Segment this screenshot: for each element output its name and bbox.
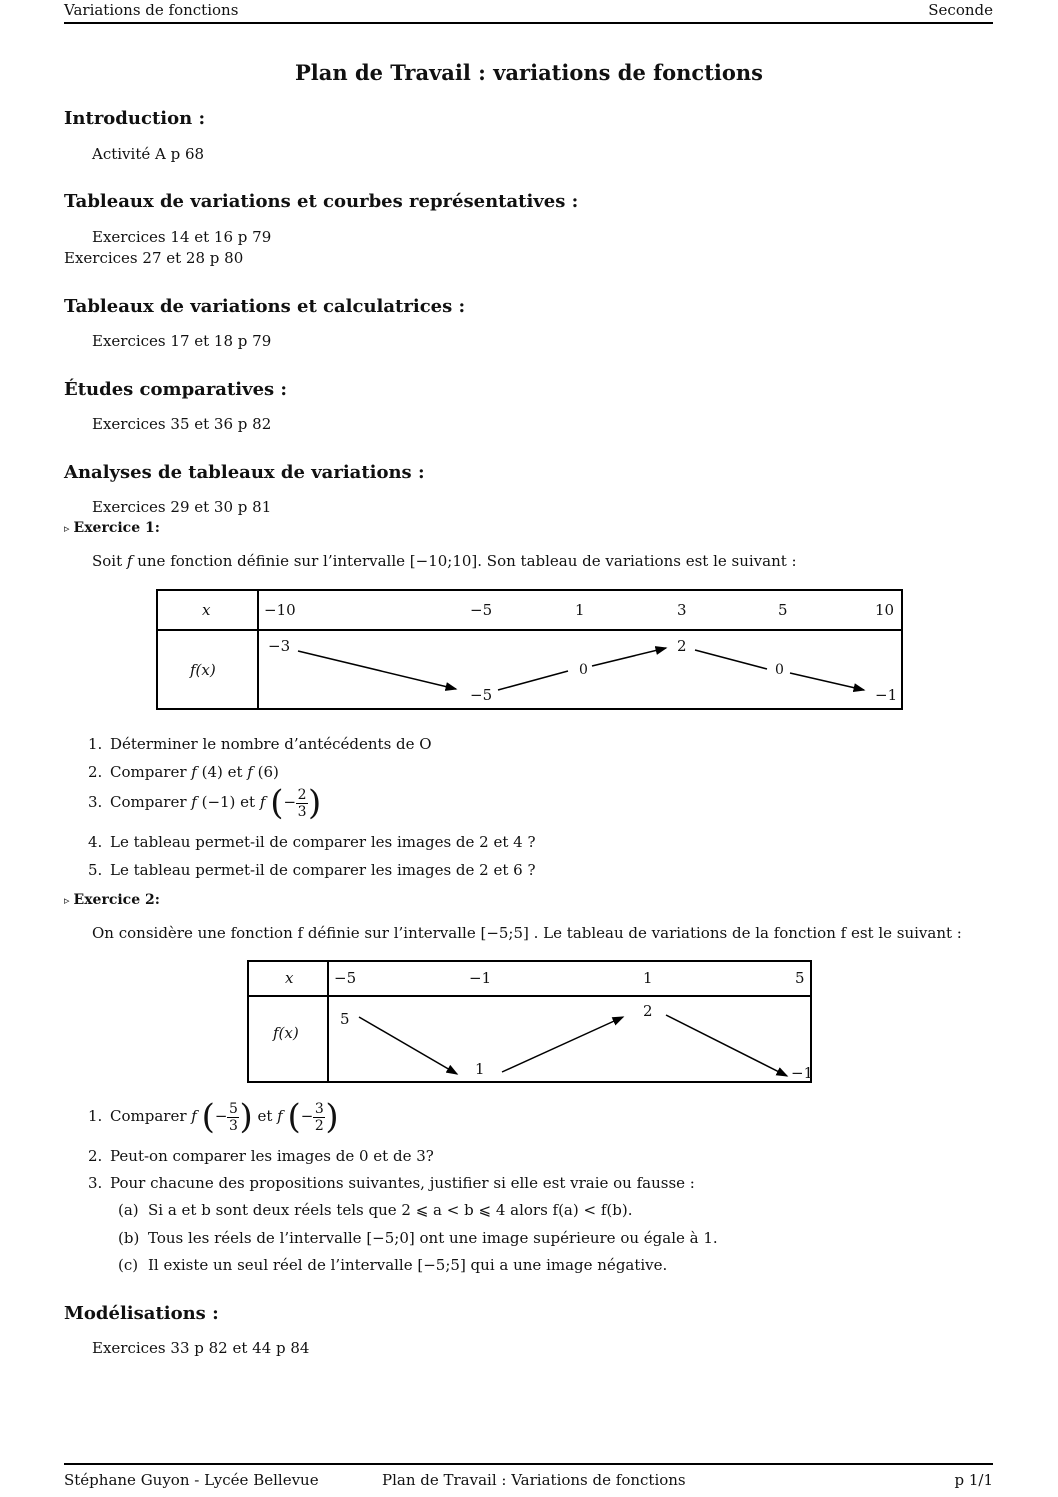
math-minus: − <box>283 793 297 811</box>
exercise-2-intro: On considère une fonction f définie sur l’intervalle [−5;5] . Le tableau de variations de la fonction f est le suivant : <box>92 924 962 942</box>
question-text: Comparer <box>110 1107 192 1125</box>
question-text: Peut-on comparer les images de 0 et de 3? <box>110 1147 434 1165</box>
variation-arrows-icon <box>249 962 814 1085</box>
math-f: f <box>126 552 133 570</box>
question-text: (6) <box>252 763 279 781</box>
f-value: 2 <box>677 637 687 655</box>
x-value: 10 <box>875 601 895 619</box>
proposition-item <box>118 1229 718 1247</box>
fraction <box>296 787 308 820</box>
question-number: 5. <box>88 861 103 879</box>
proposition-text: Il existe un seul réel de l’intervalle [−5;5] qui a une image négative. <box>148 1256 668 1274</box>
f-value: 1 <box>475 1060 485 1078</box>
math-f: f <box>191 763 197 781</box>
proposition-label: (a) <box>118 1201 139 1219</box>
question-number: 3. <box>88 1174 103 1192</box>
section-heading-introduction: Introduction : <box>64 108 206 129</box>
footer-author: Stéphane Guyon - Lycée Bellevue <box>64 1471 319 1489</box>
x-value: 3 <box>677 601 687 619</box>
section-line: Activité A p 68 <box>92 145 205 163</box>
proposition-label: (b) <box>118 1229 140 1247</box>
footer-title: Plan de Travail : Variations de fonctions <box>382 1471 686 1489</box>
question-number: 4. <box>88 833 103 851</box>
question-text: (4) et <box>196 763 248 781</box>
proposition-text: Tous les réels de l’intervalle [−5;0] ont une image supérieure ou égale à 1. <box>148 1229 718 1247</box>
x-value: −5 <box>334 969 357 987</box>
triangle-marker-icon: ▹ <box>64 522 70 535</box>
section-line: Exercices 27 et 28 p 80 <box>64 249 244 267</box>
question-number: 1. <box>88 735 103 753</box>
exercise-1-label <box>64 520 160 536</box>
numerator: 2 <box>297 786 307 803</box>
math-f: f <box>247 763 253 781</box>
math-f: f <box>277 1107 283 1125</box>
f-value: 2 <box>643 1002 653 1020</box>
f-value: −5 <box>470 686 493 704</box>
question-text: Comparer <box>110 793 192 811</box>
math-f: f <box>259 793 266 811</box>
question-item <box>88 783 322 823</box>
header-subject: Variations de fonctions <box>64 1 239 19</box>
exercise-2-title: Exercice 2: <box>73 892 160 908</box>
proposition-item <box>118 1201 632 1219</box>
f-value: −1 <box>791 1064 814 1082</box>
denominator: 3 <box>228 1117 238 1134</box>
variation-table-2 <box>247 960 812 1083</box>
f-value: 5 <box>340 1010 350 1028</box>
f-value: 0 <box>579 662 588 678</box>
header-level: Seconde <box>928 1 993 19</box>
question-text: Déterminer le nombre d’antécédents de O <box>110 735 432 753</box>
x-value: −5 <box>470 601 493 619</box>
variation-table-1 <box>156 589 903 710</box>
question-text: Pour chacune des propositions suivantes, justifier si elle est vraie ou fausse : <box>110 1174 695 1192</box>
math-minus: − <box>214 1107 228 1125</box>
paren-close: ) <box>239 1097 253 1137</box>
f-value: 0 <box>775 662 784 678</box>
section-line: Exercices 33 p 82 et 44 p 84 <box>92 1339 310 1357</box>
triangle-marker-icon: ▹ <box>64 894 70 907</box>
x-value: 5 <box>778 601 788 619</box>
intro-text: Soit <box>92 552 127 570</box>
fraction <box>313 1101 325 1134</box>
x-value: 5 <box>795 969 805 987</box>
variation-arrows-icon <box>158 591 905 712</box>
paren-close: ) <box>308 783 322 823</box>
question-item <box>88 1097 339 1137</box>
paren-open: ( <box>201 1097 215 1137</box>
proposition-text: Si a et b sont deux réels tels que 2 ⩽ a < b ⩽ 4 alors f(a) < f(b). <box>148 1201 633 1219</box>
exercise-1-title: Exercice 1: <box>73 520 160 536</box>
question-text: et <box>252 1107 278 1125</box>
section-line: Exercices 17 et 18 p 79 <box>92 332 272 350</box>
exercise-1-intro <box>92 552 797 570</box>
question-number: 2. <box>88 763 103 781</box>
question-item <box>88 763 279 781</box>
page-footer <box>64 1463 993 1495</box>
question-number: 1. <box>88 1107 103 1125</box>
paren-open: ( <box>270 783 284 823</box>
proposition-item <box>118 1256 667 1274</box>
x-value: 1 <box>643 969 653 987</box>
intro-text: une fonction définie sur l’intervalle [−10;10]. Son tableau de variations est le suivant : <box>132 552 797 570</box>
paren-open: ( <box>287 1097 301 1137</box>
f-value: −1 <box>875 686 898 704</box>
x-label: x <box>202 601 211 619</box>
math-f: f <box>191 793 197 811</box>
question-text: Le tableau permet-il de comparer les images de 2 et 4 ? <box>110 833 536 851</box>
question-text: Comparer <box>110 763 192 781</box>
f-value: −3 <box>268 637 291 655</box>
footer-page-number: p 1/1 <box>954 1471 993 1489</box>
question-text: Le tableau permet-il de comparer les images de 2 et 6 ? <box>110 861 536 879</box>
section-line: Exercices 35 et 36 p 82 <box>92 415 272 433</box>
denominator: 2 <box>314 1117 324 1134</box>
section-heading-etudes: Études comparatives : <box>64 379 288 400</box>
math-f: f <box>191 1107 197 1125</box>
x-label: x <box>285 969 294 987</box>
x-value: −10 <box>264 601 296 619</box>
x-value: −1 <box>469 969 492 987</box>
math-minus: − <box>300 1107 314 1125</box>
fx-label: f(x) <box>273 1024 299 1042</box>
section-heading-modelisations: Modélisations : <box>64 1303 219 1324</box>
exercise-2-label <box>64 892 160 908</box>
section-heading-calculatrices: Tableaux de variations et calculatrices : <box>64 296 466 317</box>
section-line: Exercices 14 et 16 p 79 <box>92 228 272 246</box>
proposition-label: (c) <box>118 1256 139 1274</box>
fraction <box>227 1101 239 1134</box>
question-item <box>88 833 536 851</box>
page-header <box>64 0 993 24</box>
question-item <box>88 735 432 753</box>
section-heading-courbes: Tableaux de variations et courbes représentatives : <box>64 191 579 212</box>
question-item <box>88 1147 434 1165</box>
denominator: 3 <box>297 803 307 820</box>
paren-close: ) <box>325 1097 339 1137</box>
section-line: Exercices 29 et 30 p 81 <box>92 498 272 516</box>
question-item <box>88 1174 695 1192</box>
question-text: (−1) et <box>196 793 260 811</box>
question-number: 3. <box>88 793 103 811</box>
question-item <box>88 861 536 879</box>
numerator: 5 <box>228 1100 238 1117</box>
fx-label: f(x) <box>190 661 216 679</box>
page-title: Plan de Travail : variations de fonctions <box>295 60 763 85</box>
question-number: 2. <box>88 1147 103 1165</box>
x-value: 1 <box>575 601 585 619</box>
section-heading-analyses: Analyses de tableaux de variations : <box>64 462 425 483</box>
numerator: 3 <box>314 1100 324 1117</box>
